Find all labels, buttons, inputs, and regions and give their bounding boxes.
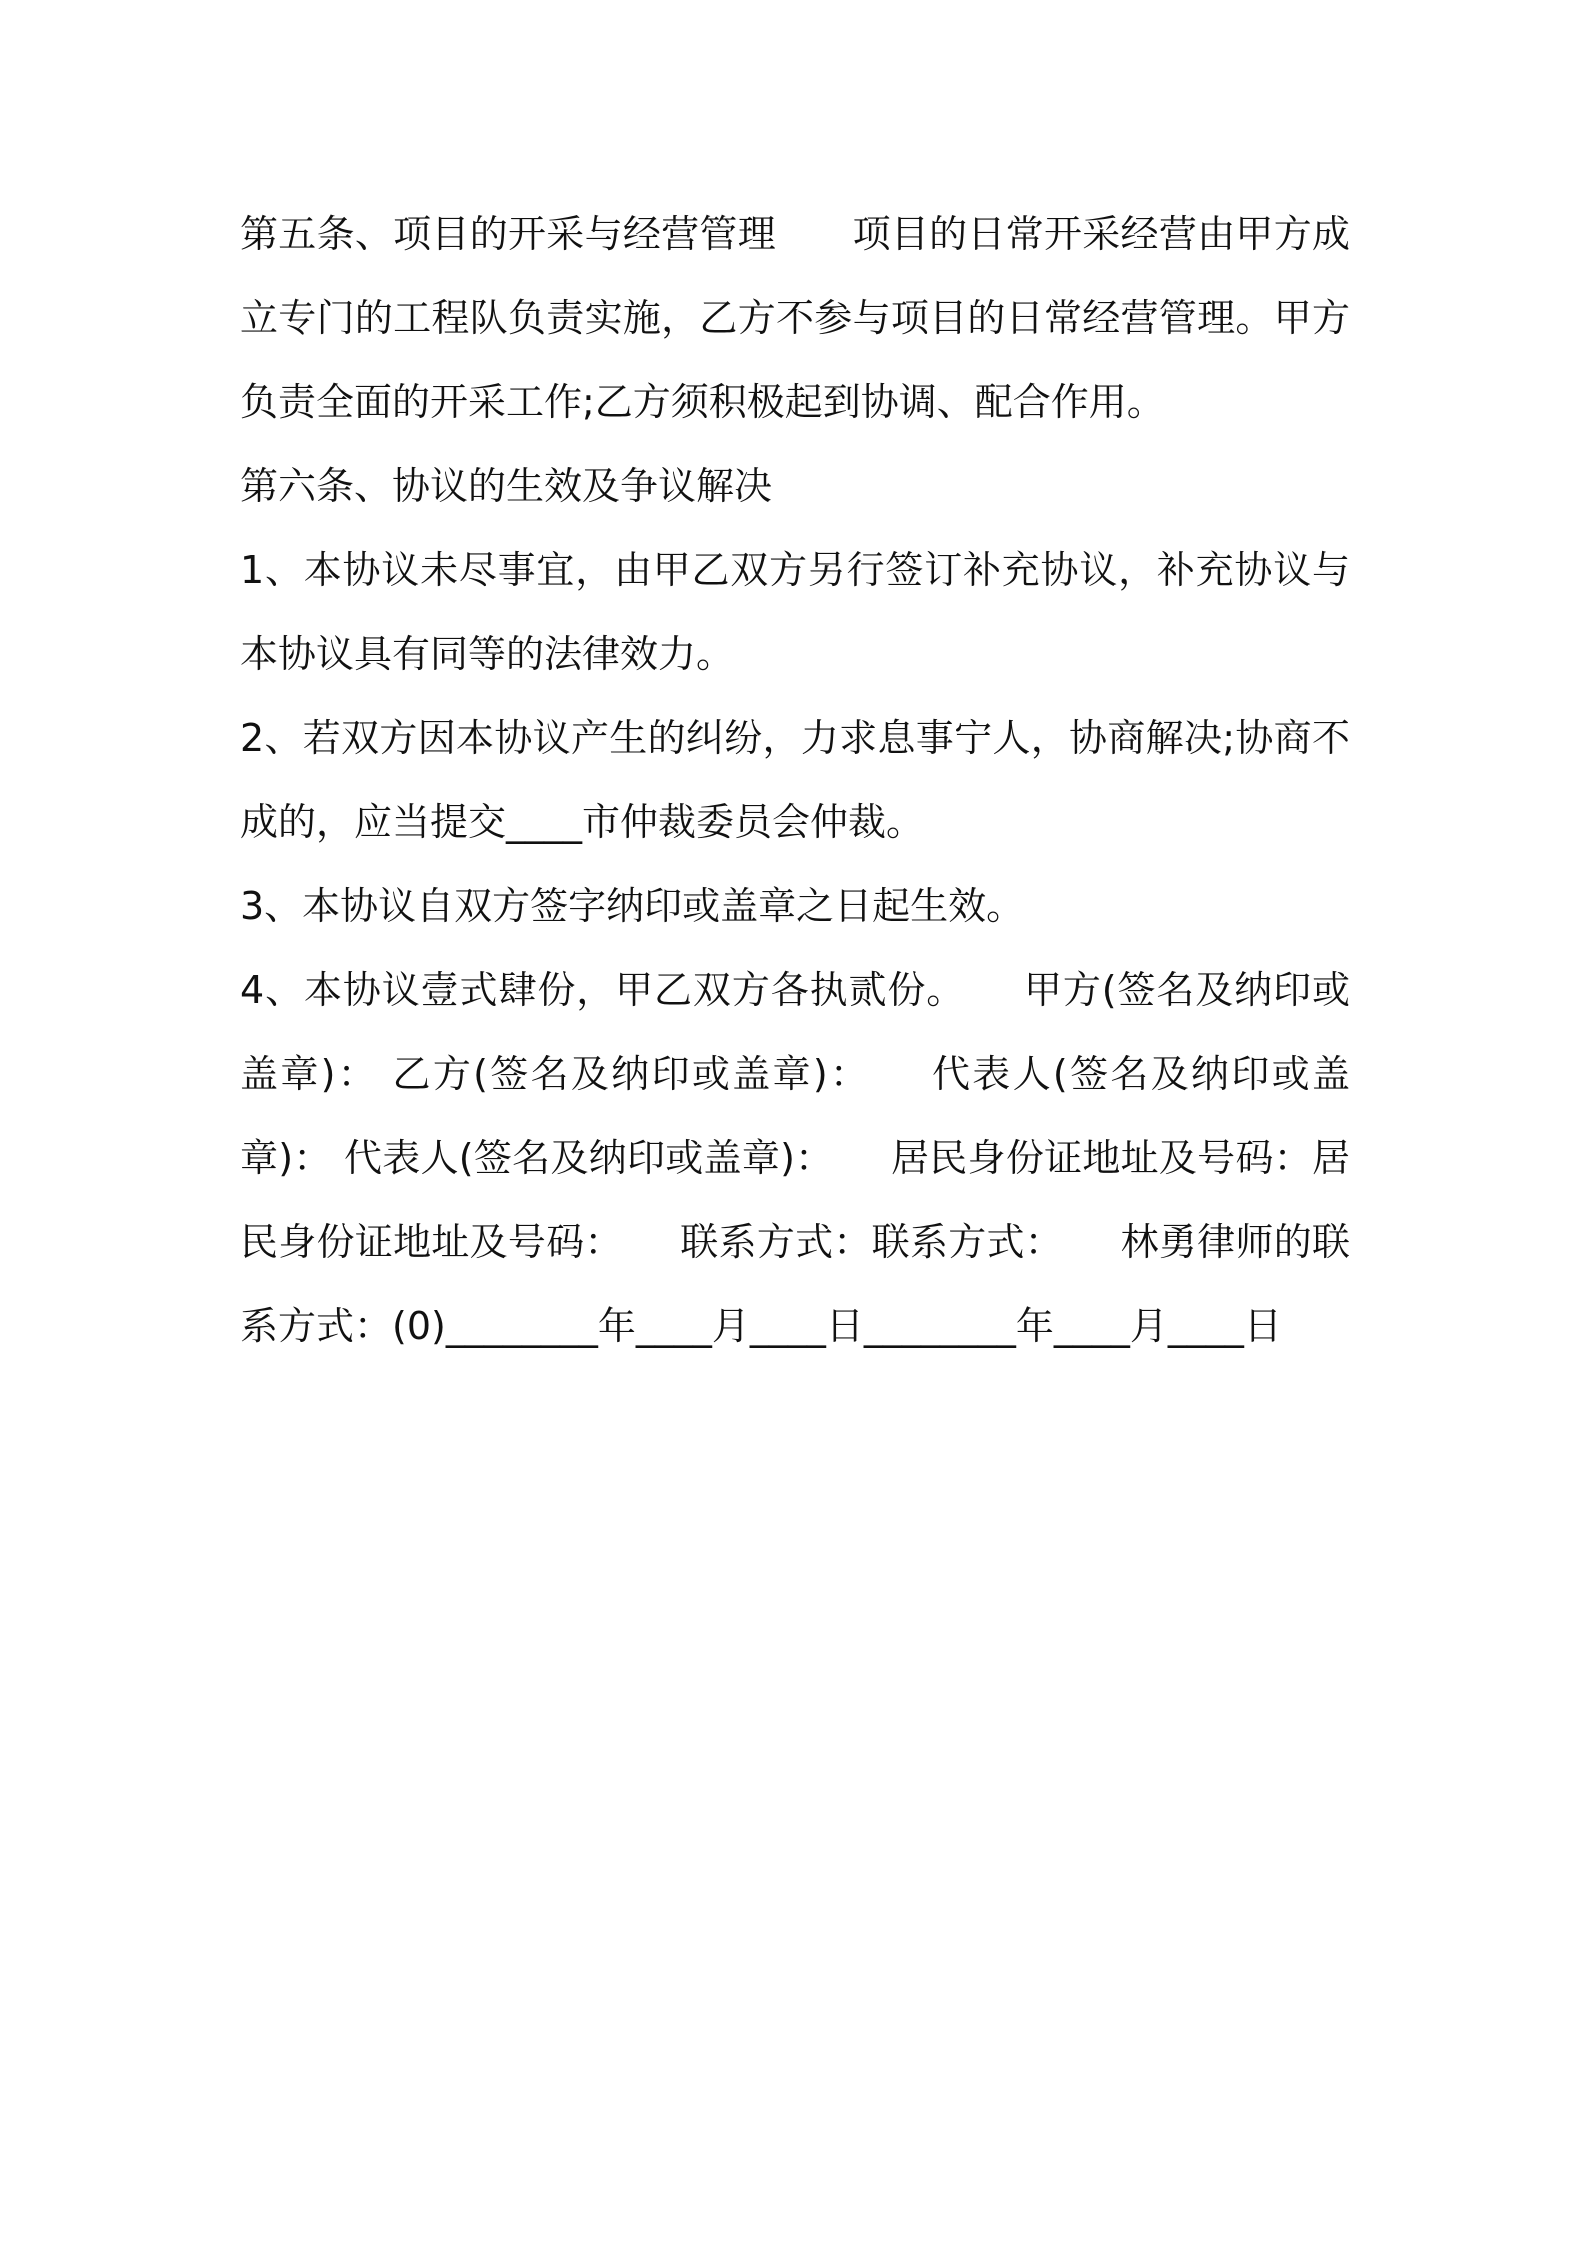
clause-3-paragraph: 3、本协议自双方签字纳印或盖章之日起生效。 [240, 884, 1025, 928]
clause-2-paragraph: 2、若双方因本协议产生的纠纷，力求息事宁人，协商解决;协商不成的，应当提交____市仲裁委员会仲裁。 [240, 716, 1350, 844]
document-body [240, 192, 1350, 1368]
clause-1-paragraph: 1、本协议未尽事宜，由甲乙双方另行签订补充协议，补充协议与本协议具有同等的法律效力。 [240, 548, 1350, 676]
article-5-paragraph: 第五条、项目的开采与经营管理 项目的日常开采经营由甲方成立专门的工程队负责实施，乙方不参与项目的日常经营管理。甲方负责全面的开采工作;乙方须积极起到协调、配合作用。 [240, 212, 1350, 424]
article-6-heading: 第六条、协议的生效及争议解决 [240, 464, 773, 508]
clause-4-signature-paragraph: 4、本协议壹式肆份，甲乙双方各执贰份。 甲方(签名及纳印或盖章)： 乙方(签名及纳印或盖章)： 代表人(签名及纳印或盖章)： 代表人(签名及纳印或盖章)： 居民身份证地址及号码：居民身份证地址及号码： 联系方式：联系方式： 林勇律师的联系方式：(0)________年____月____日________年____月____日 [240, 968, 1350, 1348]
